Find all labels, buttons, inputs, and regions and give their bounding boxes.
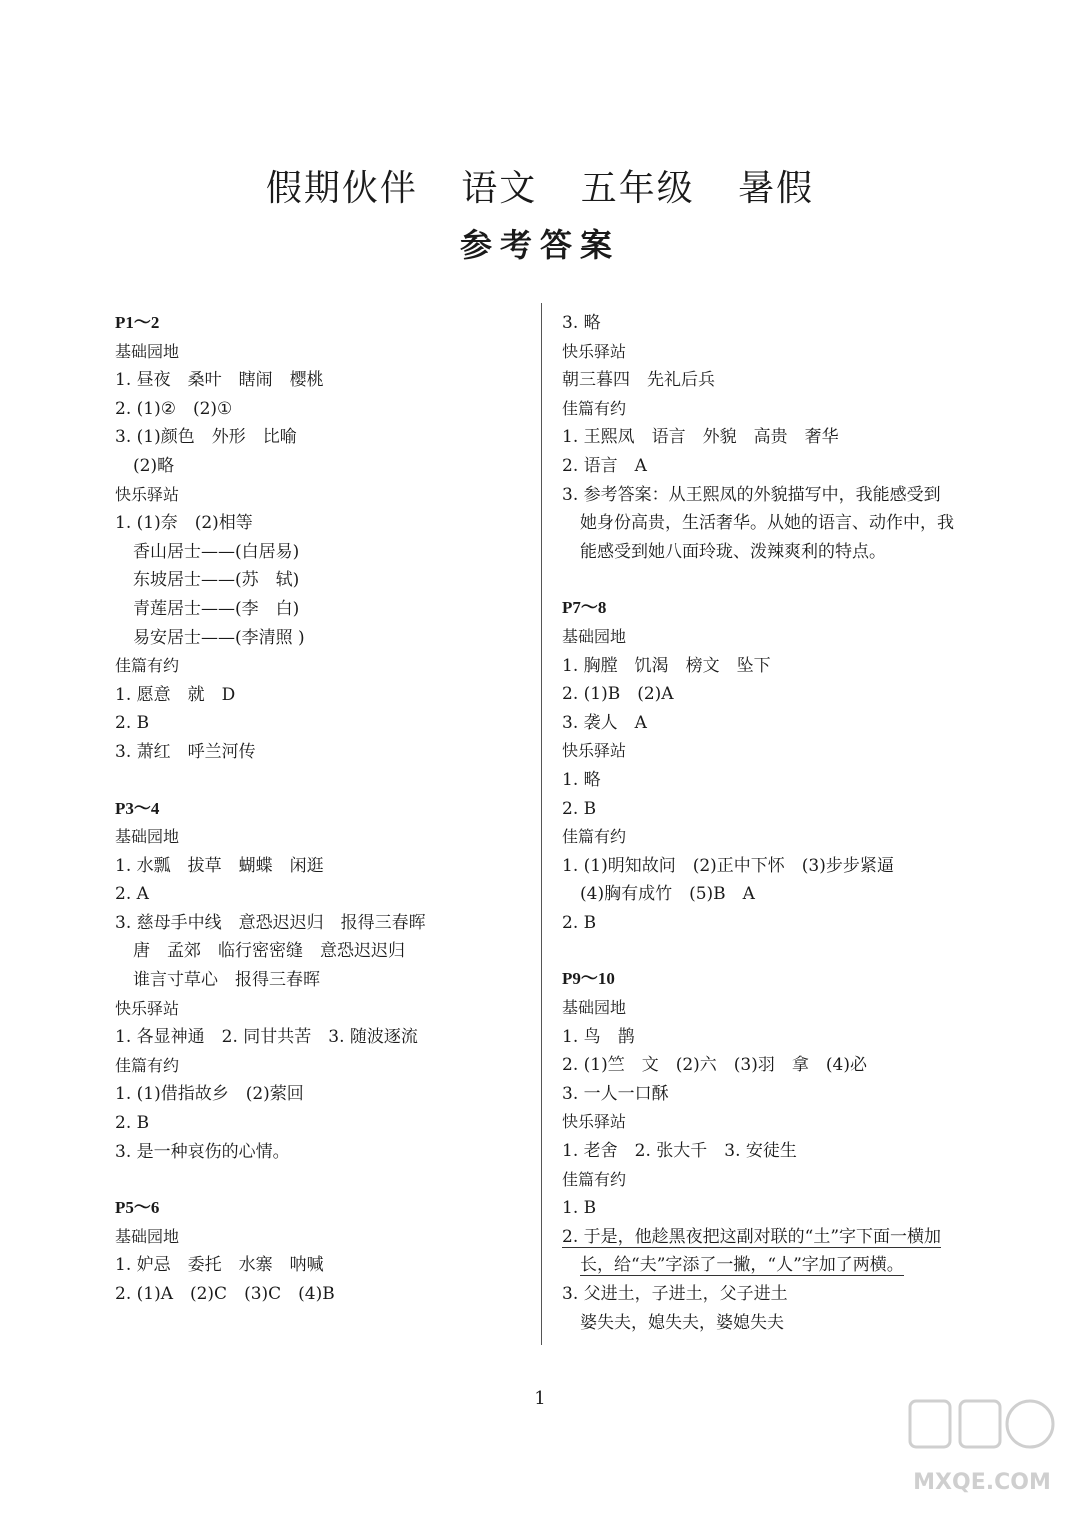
- answer-line: [115, 1080, 525, 1109]
- answer-line: [115, 1109, 525, 1138]
- page-range-heading-text: P7～8: [562, 598, 607, 618]
- answer-line: [115, 538, 525, 567]
- answer-line-text: 1. (1)明知故问 (2)正中下怀 (3)步步紧逼: [562, 855, 894, 876]
- page-range-heading-text: P5～6: [115, 1198, 160, 1218]
- section-heading: [562, 737, 982, 766]
- section-heading: [562, 823, 982, 852]
- section-heading: [115, 338, 525, 367]
- section-heading-text: 快乐驿站: [115, 484, 180, 504]
- answer-line: [562, 1280, 982, 1309]
- answer-line: [562, 1137, 982, 1166]
- answer-column-left: [115, 309, 525, 1309]
- answer-line: [562, 1051, 982, 1080]
- answer-line: [115, 366, 525, 395]
- section-heading-text: 佳篇有约: [115, 1055, 180, 1075]
- answer-line: [562, 766, 982, 795]
- answer-line: [562, 852, 982, 881]
- answer-line: [115, 1280, 525, 1309]
- answer-line-text: 3. 父进土，子进土，父子进土: [562, 1284, 788, 1304]
- page-range-heading: [115, 795, 525, 824]
- answer-line: [115, 880, 525, 909]
- section-heading: [115, 1223, 525, 1252]
- section-heading-text: 基础园地: [562, 626, 627, 646]
- answer-line: [562, 1080, 982, 1109]
- answer-line: [562, 1309, 982, 1338]
- watermark-glyph-2: [960, 1401, 1000, 1447]
- answer-line-text: 2. (1)② (2)①: [115, 398, 233, 419]
- answer-line-text: 1. 王熙凤 语言 外貌 高贵 奢华: [562, 427, 839, 448]
- answer-line: [115, 423, 525, 452]
- answer-line-text: 1. B: [562, 1198, 597, 1219]
- section-heading: [562, 1166, 982, 1195]
- answer-line-text: 2. B: [115, 1113, 150, 1134]
- page-range-heading-text: P9～10: [562, 969, 615, 989]
- answer-line-text: 能感受到她八面玲珑、泼辣爽利的特点。: [580, 541, 886, 562]
- answer-line: [115, 909, 525, 938]
- answer-line-text: 3. 略: [562, 313, 601, 333]
- answer-column-right: [562, 309, 982, 1337]
- answer-line: [562, 309, 982, 338]
- section-heading: [562, 623, 982, 652]
- section-heading-text: 快乐驿站: [562, 741, 627, 761]
- section-heading-text: 佳篇有约: [562, 398, 627, 418]
- answer-line: [562, 481, 982, 510]
- page-number: 1: [534, 1388, 546, 1409]
- answer-line: [562, 1023, 982, 1052]
- answer-line-text: 3. 袭人 A: [562, 712, 647, 733]
- section-heading: [562, 395, 982, 424]
- answer-line: [115, 966, 525, 995]
- answer-line: [115, 595, 525, 624]
- page-range-heading: [115, 1194, 525, 1223]
- section-heading-text: 基础园地: [562, 998, 627, 1018]
- watermark-logo: [902, 1393, 1062, 1503]
- answer-line-text: 2. (1)B (2)A: [562, 684, 674, 705]
- section-gap: [562, 566, 982, 594]
- section-heading: [562, 1108, 982, 1137]
- answer-line-text: 2. (1)A (2)C (3)C (4)B: [115, 1284, 335, 1304]
- answer-line: [562, 423, 982, 452]
- answer-line-text: (4)胸有成竹 (5)B A: [580, 884, 755, 905]
- answer-line-text: 1. 各显神通 2. 同甘共苦 3. 随波逐流: [115, 1027, 418, 1048]
- answer-line-text: 2. 语言 A: [562, 455, 647, 476]
- section-heading: [562, 338, 982, 367]
- answer-line-text: 1. 水瓢 拔草 蝴蝶 闲逛: [115, 855, 324, 876]
- answer-line: [562, 1251, 982, 1280]
- section-heading-text: 基础园地: [115, 341, 180, 361]
- answer-line-text: 2. A: [115, 884, 149, 905]
- answer-line-text: 3. 慈母手中线 意恐迟迟归 报得三春晖: [115, 912, 426, 933]
- answer-line-text: 1. 昼夜 桑叶 瞎闹 樱桃: [115, 370, 324, 391]
- watermark-glyph-1: [910, 1401, 950, 1447]
- answer-line: [115, 937, 525, 966]
- answer-line-text: (2)略: [133, 455, 175, 476]
- answer-line-text: 婆失夫，媳失夫，婆媳失夫: [580, 1312, 784, 1333]
- answer-line: [562, 880, 982, 909]
- answer-line: [115, 509, 525, 538]
- answer-line-text: 3. 是一种哀伤的心情。: [115, 1141, 290, 1162]
- section-heading: [562, 994, 982, 1023]
- section-heading: [115, 823, 525, 852]
- answer-line-text: 2. 于是，他趁黑夜把这副对联的“土”字下面一横加: [562, 1226, 942, 1247]
- section-heading-text: 快乐驿站: [115, 998, 180, 1018]
- answer-line: [115, 1251, 525, 1280]
- answer-line-text: 长，给“夫”字添了一撇，“人”字加了两横。: [580, 1255, 904, 1276]
- answer-line: [562, 652, 982, 681]
- section-heading: [115, 1052, 525, 1081]
- answer-line-text: 香山居士——(白居易): [133, 541, 300, 562]
- page-range-heading: [115, 309, 525, 338]
- answer-line-text: 1. 略: [562, 769, 601, 790]
- answer-line-text: 朝三暮四 先礼后兵: [562, 370, 715, 391]
- answer-line: [115, 852, 525, 881]
- answer-line: [562, 795, 982, 824]
- section-gap: [115, 767, 525, 795]
- answer-line-text: 她身份高贵，生活奢华。从她的语言、动作中，我: [580, 513, 954, 534]
- answer-line-text: 1. (1)借指故乡 (2)萦回: [115, 1084, 304, 1105]
- answer-line: [562, 538, 982, 567]
- page-range-heading-text: P3～4: [115, 798, 160, 818]
- section-heading: [115, 481, 525, 510]
- watermark-text: MXQE.COM: [913, 1470, 1051, 1495]
- answer-line-text: 1. 愿意 就 D: [115, 684, 236, 705]
- answer-line: [562, 452, 982, 481]
- section-heading-text: 快乐驿站: [562, 1112, 627, 1132]
- section-heading: [115, 652, 525, 681]
- answer-line-text: 1. 鸟 鹊: [562, 1026, 635, 1047]
- answer-line-text: 1. 妒忌 委托 水寨 呐喊: [115, 1255, 324, 1276]
- answer-line: [115, 1023, 525, 1052]
- answer-line-text: 1. 老舍 2. 张大千 3. 安徒生: [562, 1141, 797, 1162]
- page-subtitle: 参考答案: [459, 226, 620, 264]
- page-range-heading: [562, 594, 982, 623]
- section-heading-text: 佳篇有约: [562, 827, 627, 847]
- answer-line-text: 3. 一人一口酥: [562, 1083, 669, 1104]
- answer-line-text: 2. (1)竺 文 (2)六 (3)羽 拿 (4)必: [562, 1055, 867, 1076]
- answer-line-text: 东坡居士——(苏 轼): [133, 570, 300, 591]
- section-heading-text: 佳篇有约: [562, 1169, 627, 1189]
- answer-line: [115, 624, 525, 653]
- answer-line: [562, 909, 982, 938]
- answer-line: [115, 452, 525, 481]
- section-gap: [115, 1166, 525, 1194]
- answer-line: [115, 1138, 525, 1167]
- column-divider: [541, 303, 542, 1345]
- section-heading-text: 快乐驿站: [562, 341, 627, 361]
- answer-line: [562, 366, 982, 395]
- section-heading-text: 基础园地: [115, 827, 180, 847]
- answer-line: [115, 681, 525, 710]
- answer-line: [115, 395, 525, 424]
- answer-line: [562, 509, 982, 538]
- answer-line: [115, 566, 525, 595]
- answer-line-text: 1. 胸膛 饥渴 榜文 坠下: [562, 655, 771, 676]
- page-range-heading: [562, 965, 982, 994]
- answer-line-text: 3. (1)颜色 外形 比喻: [115, 427, 297, 448]
- page-range-heading-text: P1～2: [115, 313, 160, 332]
- watermark-glyph-3: [1007, 1401, 1053, 1447]
- answer-line: [115, 709, 525, 738]
- answer-line: [562, 1194, 982, 1223]
- answer-line-text: 3. 参考答案：从王熙凤的外貌描写中，我能感受到: [562, 484, 941, 505]
- answer-line-text: 谁言寸草心 报得三春晖: [133, 970, 320, 991]
- answer-line-text: 唐 孟郊 临行密密缝 意恐迟迟归: [133, 941, 405, 962]
- answer-line: [562, 1223, 982, 1252]
- section-heading-text: 基础园地: [115, 1226, 180, 1246]
- answer-line: [115, 738, 525, 767]
- section-heading-text: 佳篇有约: [115, 656, 180, 676]
- answer-line-text: 1. (1)奈 (2)相等: [115, 513, 253, 534]
- answer-line-text: 3. 萧红 呼兰河传: [115, 741, 256, 762]
- page-title: 假期伙伴 语文 五年级 暑假: [265, 168, 815, 209]
- answer-line-text: 2. B: [115, 713, 150, 734]
- section-heading: [115, 995, 525, 1024]
- answer-line: [562, 709, 982, 738]
- answer-line-text: 2. B: [562, 912, 597, 933]
- answer-line-text: 2. B: [562, 798, 597, 819]
- answer-line-text: 易安居士——(李清照 ): [133, 627, 305, 648]
- answer-line-text: 青莲居士——(李 白): [133, 598, 300, 619]
- answer-line: [562, 680, 982, 709]
- section-gap: [562, 937, 982, 965]
